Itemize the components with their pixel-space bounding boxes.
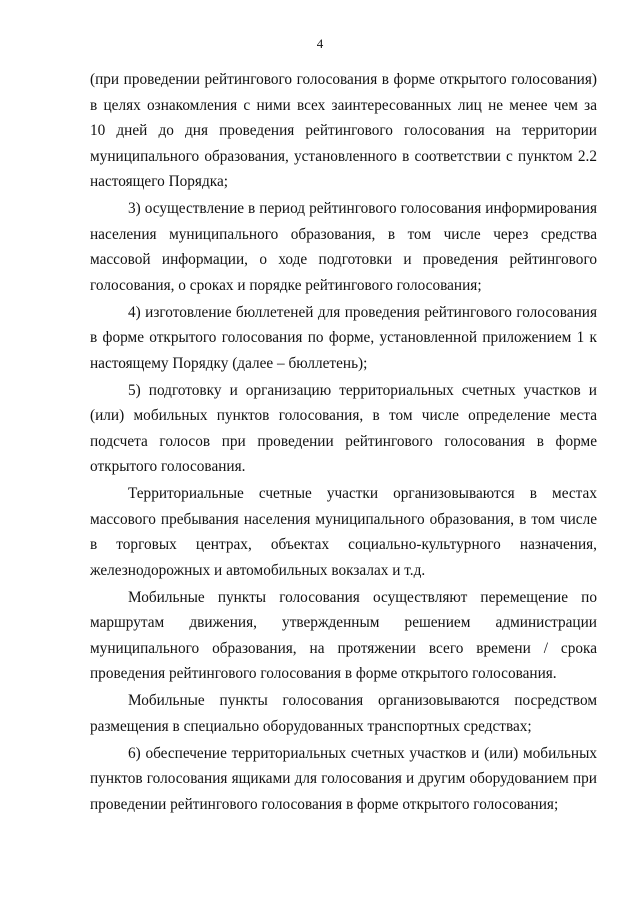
text-line: пунктов голосования ящиками для голосования и другим оборудованием при: [90, 770, 597, 787]
text-line: Мобильные пункты голосования осуществляют перемещение по: [128, 588, 597, 606]
paragraph-continuation: [90, 67, 597, 195]
paragraph-item-3: [90, 196, 597, 298]
text-line: настоящему Порядку (далее – бюллетень);: [90, 354, 368, 372]
text-line: в торговых центрах, объектах социально-культурного назначения,: [90, 536, 597, 553]
text-line: открытого голосования.: [90, 458, 246, 475]
text-line: в форме открытого голосования по форме, установленной приложением 1 к: [90, 329, 597, 346]
text-line: маршрутам движения, утвержденным решением администрации: [90, 614, 597, 631]
text-line: (при проведении рейтингового голосования в форме открытого голосования): [90, 71, 597, 88]
paragraph-item-6: [90, 741, 597, 818]
paragraph-item-5: [90, 378, 597, 480]
text-line: в целях ознакомления с ними всех заинтересованных лиц не менее чем за: [90, 96, 597, 114]
text-line: массового пребывания населения муниципального образования, в том числе: [90, 510, 597, 528]
text-line: 3) осуществление в период рейтингового голосования информирования: [128, 200, 597, 217]
text-line: железнодорожных и автомобильных вокзалах и т.д.: [90, 561, 426, 579]
paragraph-mobile-points-organisation: [90, 688, 597, 739]
text-line: настоящего Порядка;: [90, 173, 228, 190]
text-line: муниципального образования, установленного в соответствии с пунктом 2.2: [90, 147, 597, 165]
text-line: проведении рейтингового голосования в форме открытого голосования;: [90, 795, 559, 813]
text-line: Мобильные пункты голосования организовываются посредством: [128, 692, 597, 709]
text-line: муниципального образования, на протяжении всего времени / срока: [90, 639, 597, 657]
text-line: 5) подготовку и организацию территориальных счетных участков и: [128, 381, 597, 399]
text-line: подсчета голосов при проведении рейтингового голосования в форме: [90, 432, 597, 450]
text-line: голосования, о сроках и порядке рейтингового голосования;: [90, 276, 482, 294]
text-line: Территориальные счетные участки организовываются в местах: [128, 485, 597, 502]
text-line: 6) обеспечение территориальных счетных участков и (или) мобильных: [128, 744, 597, 762]
text-line: 4) изготовление бюллетеней для проведения рейтингового голосования: [128, 303, 597, 321]
page-number: 4: [316, 36, 324, 51]
text-line: проведения рейтингового голосования в форме открытого голосования.: [90, 665, 557, 682]
text-line: (или) мобильных пунктов голосования, в том числе определение места: [90, 407, 597, 424]
document-body: [90, 67, 597, 817]
text-line: 10 дней до дня проведения рейтингового голосования на территории: [90, 122, 597, 139]
paragraph-mobile-points-routes: [90, 585, 597, 687]
paragraph-territorial-stations: [90, 481, 597, 583]
text-line: размещения в специально оборудованных транспортных средствах;: [90, 717, 532, 735]
text-line: населения муниципального образования, в том числе через средства: [90, 225, 597, 243]
text-line: массовой информации, о ходе подготовки и проведения рейтингового: [90, 251, 597, 268]
paragraph-item-4: [90, 300, 597, 377]
